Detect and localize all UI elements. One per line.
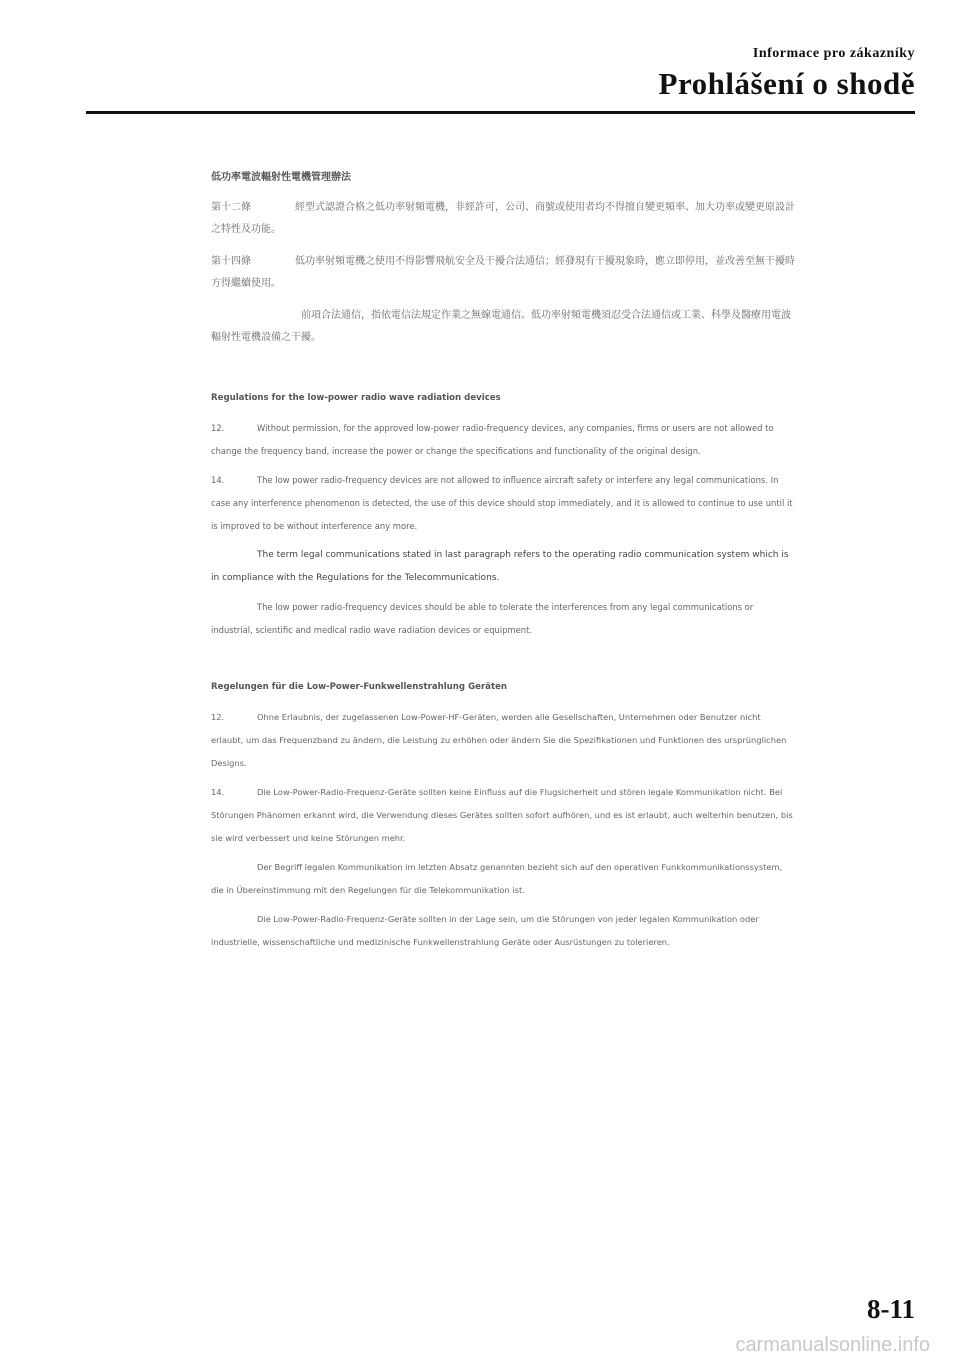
de-legal-term [211, 856, 795, 902]
zh-heading: 低功率電波輻射性電機管理辦法 [211, 172, 351, 183]
de-article-14-text: Die Low-Power-Radio-Frequenz-Geräte sollten keine Einfluss auf die Flugsicherheit und stören legale Kommunikation nicht. Bei Störungen Phänomen erkannt wird, die Verwendung dieses Gerätes sollten sofort aufhören, und es ist erlaubt, auch weiterhin benutzen, bis sie wird verbessert und keine Störungen mehr. [211, 787, 793, 843]
en-article-14 [211, 469, 795, 538]
de-article-12-text: Ohne Erlaubnis, der zugelassenen Low-Power-HF-Geräten, werden alle Gesellschaften, Unternehmen oder Benutzer nicht erlaubt, um das Frequenzband zu ändern, die Leistung zu erhöhen oder ändern Sie die Spezifikationen und Funktionen des ursprünglichen Designs. [211, 712, 787, 768]
en-heading: Regulations for the low-power radio wave radiation devices [211, 393, 501, 403]
en-legal-term-text: The term legal communications stated in last paragraph refers to the operating radio communication system which is in compliance with the Regulations for the Telecommunications. [211, 550, 789, 583]
en-article-14-number: 14. [211, 475, 225, 485]
section-title: Informace pro zákazníky [752, 46, 915, 61]
de-tolerate-text: Die Low-Power-Radio-Frequenz-Geräte sollten in der Lage sein, um die Störungen von jeder legalen Kommunikation oder industrielle, wissenschaftliche und medizinische Funkwellenstrahlung Geräte oder Ausrüstungen zu tolerieren. [211, 914, 759, 947]
page-title: Prohlášení o shodě [658, 66, 915, 101]
en-article-12-text: Without permission, for the approved low-power radio-frequency devices, any companies, firms or users are not allowed to change the frequency band, increase the power or change the specifications and functionality of the original design. [211, 423, 774, 456]
en-article-14-text: The low power radio-frequency devices are not allowed to influence aircraft safety or interfere any legal communications. In case any interference phenomenon is detected, the use of this device should stop immediately, and it is allowed to continue to use until it is improved to be without interference any more. [211, 475, 793, 531]
zh-article-12-text: 經型式認證合格之低功率射頻電機，非經許可，公司、商號或使用者均不得擅自變更頻率、加大功率或變更原設計之特性及功能。 [211, 202, 795, 235]
de-article-12 [211, 706, 795, 775]
zh-article-12-number: 第十二條 [211, 202, 251, 213]
watermark: carmanualsonline.info [735, 1334, 930, 1356]
document-body [211, 168, 795, 960]
en-article-12 [211, 417, 795, 463]
de-article-12-number: 12. [211, 712, 225, 722]
en-legal-term [211, 544, 795, 590]
zh-legal-comms-text: 前項合法通信，指依電信法規定作業之無線電通信。低功率射頻電機須忍受合法通信或工業、科學及醫療用電波輻射性電機設備之干擾。 [211, 310, 791, 343]
spacer [211, 359, 795, 393]
de-legal-term-text: Der Begriff legalen Kommunikation im letzten Absatz genannten bezieht sich auf den operativen Funkkommunikationssystem, die in Übereinstimmung mit den Regelungen für die Telekommunikation ist. [211, 862, 783, 895]
de-article-14 [211, 781, 795, 850]
en-tolerate-text: The low power radio-frequency devices should be able to tolerate the interferences from any legal communications or industrial, scientific and medical radio wave radiation devices or equipment. [211, 602, 754, 635]
spacer [211, 648, 795, 682]
zh-article-14-text: 低功率射頻電機之使用不得影響飛航安全及干擾合法通信；經發現有干擾現象時，應立即停用，並改善至無干擾時方得繼續使用。 [211, 256, 795, 289]
page-number: 8-11 [866, 1294, 915, 1324]
de-article-14-number: 14. [211, 787, 225, 797]
zh-legal-comms [211, 305, 795, 349]
de-tolerate [211, 908, 795, 954]
de-heading: Regelungen für die Low-Power-Funkwellenstrahlung Geräten [211, 682, 508, 692]
zh-article-14-number: 第十四條 [211, 256, 251, 267]
zh-article-14 [211, 251, 795, 295]
en-tolerate [211, 596, 795, 642]
header-divider [86, 111, 915, 114]
zh-article-12 [211, 197, 795, 241]
en-article-12-number: 12. [211, 423, 225, 433]
